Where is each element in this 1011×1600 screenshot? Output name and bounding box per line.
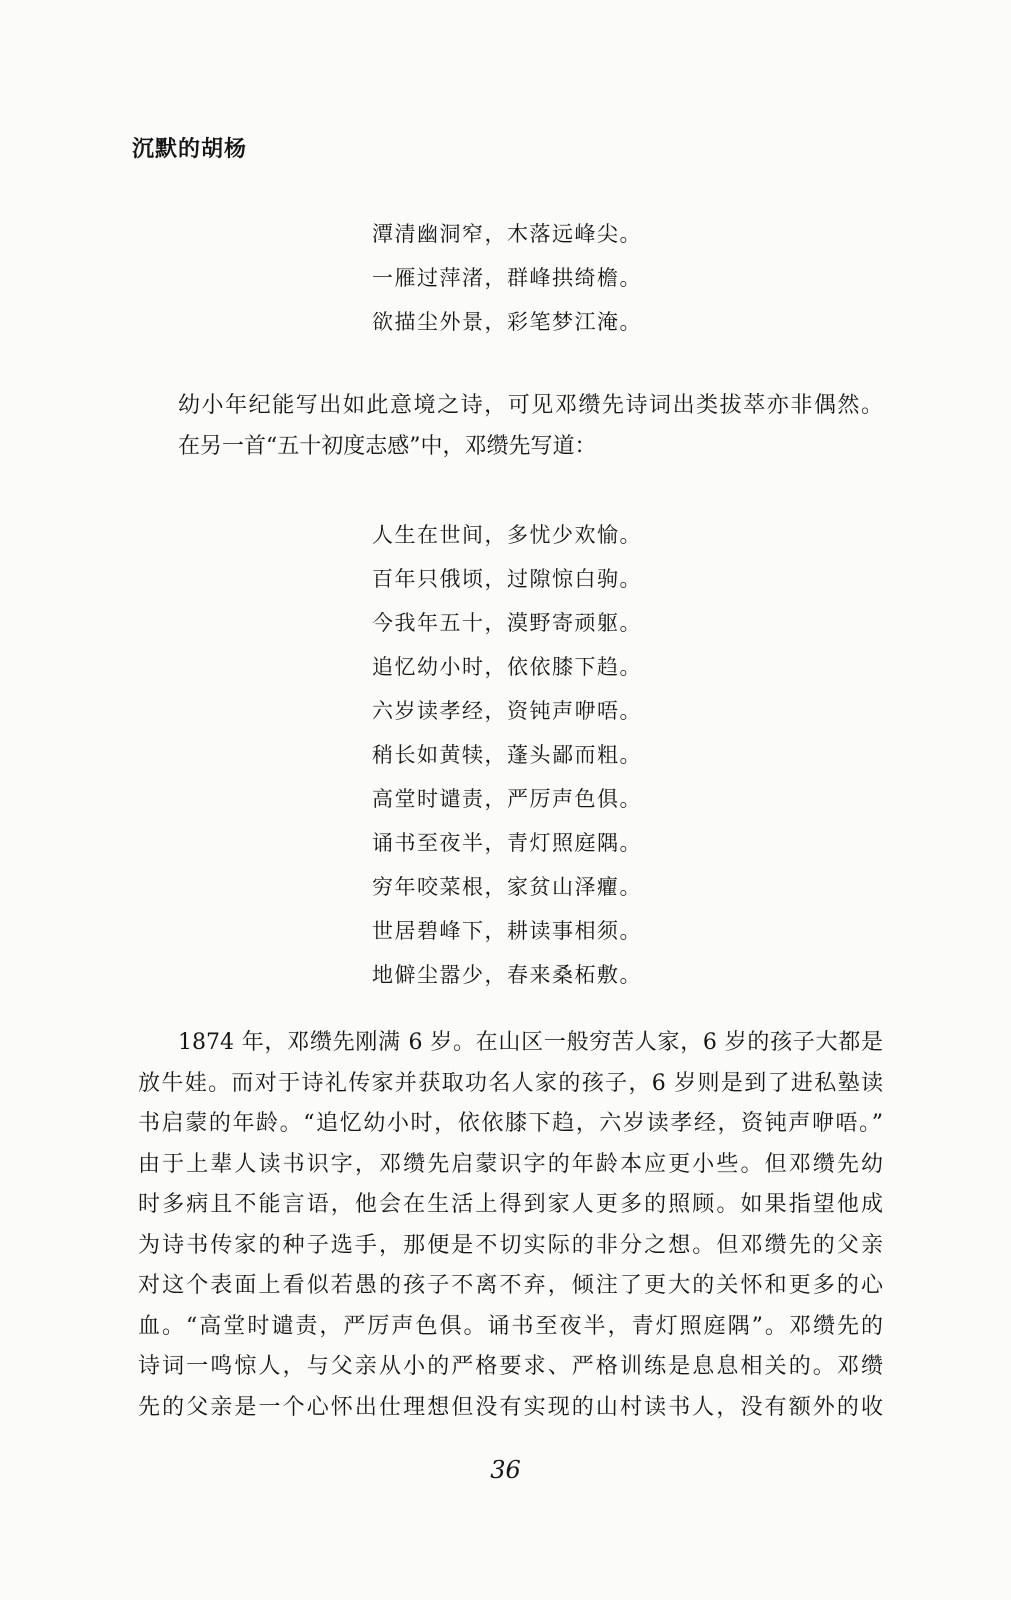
poem-line: 一雁过萍渚，群峰拱绮檐。 [372, 266, 642, 290]
poem-2 [372, 513, 642, 997]
poem-line: 追忆幼小时，依依膝下趋。 [372, 655, 642, 679]
text-line: 1874 年，邓缵先刚满 6 岁。在山区一般穷苦人家，6 岁的孩子大都是 [178, 1030, 883, 1055]
text-line: 由于上辈人读书识字，邓缵先启蒙识字的年龄本应更小些。但邓缵先幼 [138, 1151, 883, 1177]
text-line: 先的父亲是一个心怀出仕理想但没有实现的山村读书人，没有额外的收 [138, 1394, 883, 1420]
text-line: 为诗书传家的种子选手，那便是不切实际的非分之想。但邓缵先的父亲 [138, 1232, 883, 1258]
text-line: 血。“高堂时谴责，严厉声色俱。诵书至夜半，青灯照庭隅”。邓缵先的 [138, 1313, 883, 1339]
poem-line: 诵书至夜半，青灯照庭隅。 [372, 831, 642, 855]
text-line: 在另一首“五十初度志感”中，邓缵先写道： [178, 433, 597, 459]
poem-line: 高堂时谴责，严厉声色俱。 [372, 787, 642, 811]
running-head: 沉默的胡杨 [132, 136, 248, 162]
text-line: 书启蒙的年龄。“追忆幼小时，依依膝下趋，六岁读孝经，资钝声咿唔。” [138, 1111, 883, 1136]
paragraph-2 [138, 1023, 883, 1428]
paragraph-1 [138, 386, 883, 467]
poem-line: 穷年咬菜根，家贫山泽癯。 [372, 875, 642, 899]
poem-line: 世居碧峰下，耕读事相须。 [372, 919, 642, 943]
poem-line: 人生在世间，多忧少欢愉。 [372, 523, 642, 547]
text-line: 时多病且不能言语，他会在生活上得到家人更多的照顾。如果指望他成 [138, 1192, 883, 1217]
poem-line: 地僻尘嚣少，春来桑柘敷。 [372, 963, 642, 987]
poem-line: 欲描尘外景，彩笔梦江淹。 [372, 310, 642, 334]
poem-line: 百年只俄顷，过隙惊白驹。 [372, 567, 642, 591]
page-number: 36 [490, 1456, 521, 1484]
poem-line: 今我年五十，漠野寄顽躯。 [372, 611, 642, 635]
poem-1 [372, 212, 642, 344]
poem-line: 六岁读孝经，资钝声咿唔。 [372, 699, 642, 723]
text-line: 放牛娃。而对于诗礼传家并获取功名人家的孩子，6 岁则是到了进私塾读 [138, 1070, 883, 1096]
text-line: 诗词一鸣惊人，与父亲从小的严格要求、严格训练是息息相关的。邓缵 [138, 1354, 883, 1379]
poem-line: 潭清幽洞窄，木落远峰尖。 [372, 222, 642, 246]
poem-line: 稍长如黄犊，蓬头鄙而粗。 [372, 743, 642, 767]
text-line: 幼小年纪能写出如此意境之诗，可见邓缵先诗词出类拔萃亦非偶然。 [178, 393, 883, 418]
text-line: 对这个表面上看似若愚的孩子不离不弃，倾注了更大的关怀和更多的心 [138, 1273, 883, 1298]
